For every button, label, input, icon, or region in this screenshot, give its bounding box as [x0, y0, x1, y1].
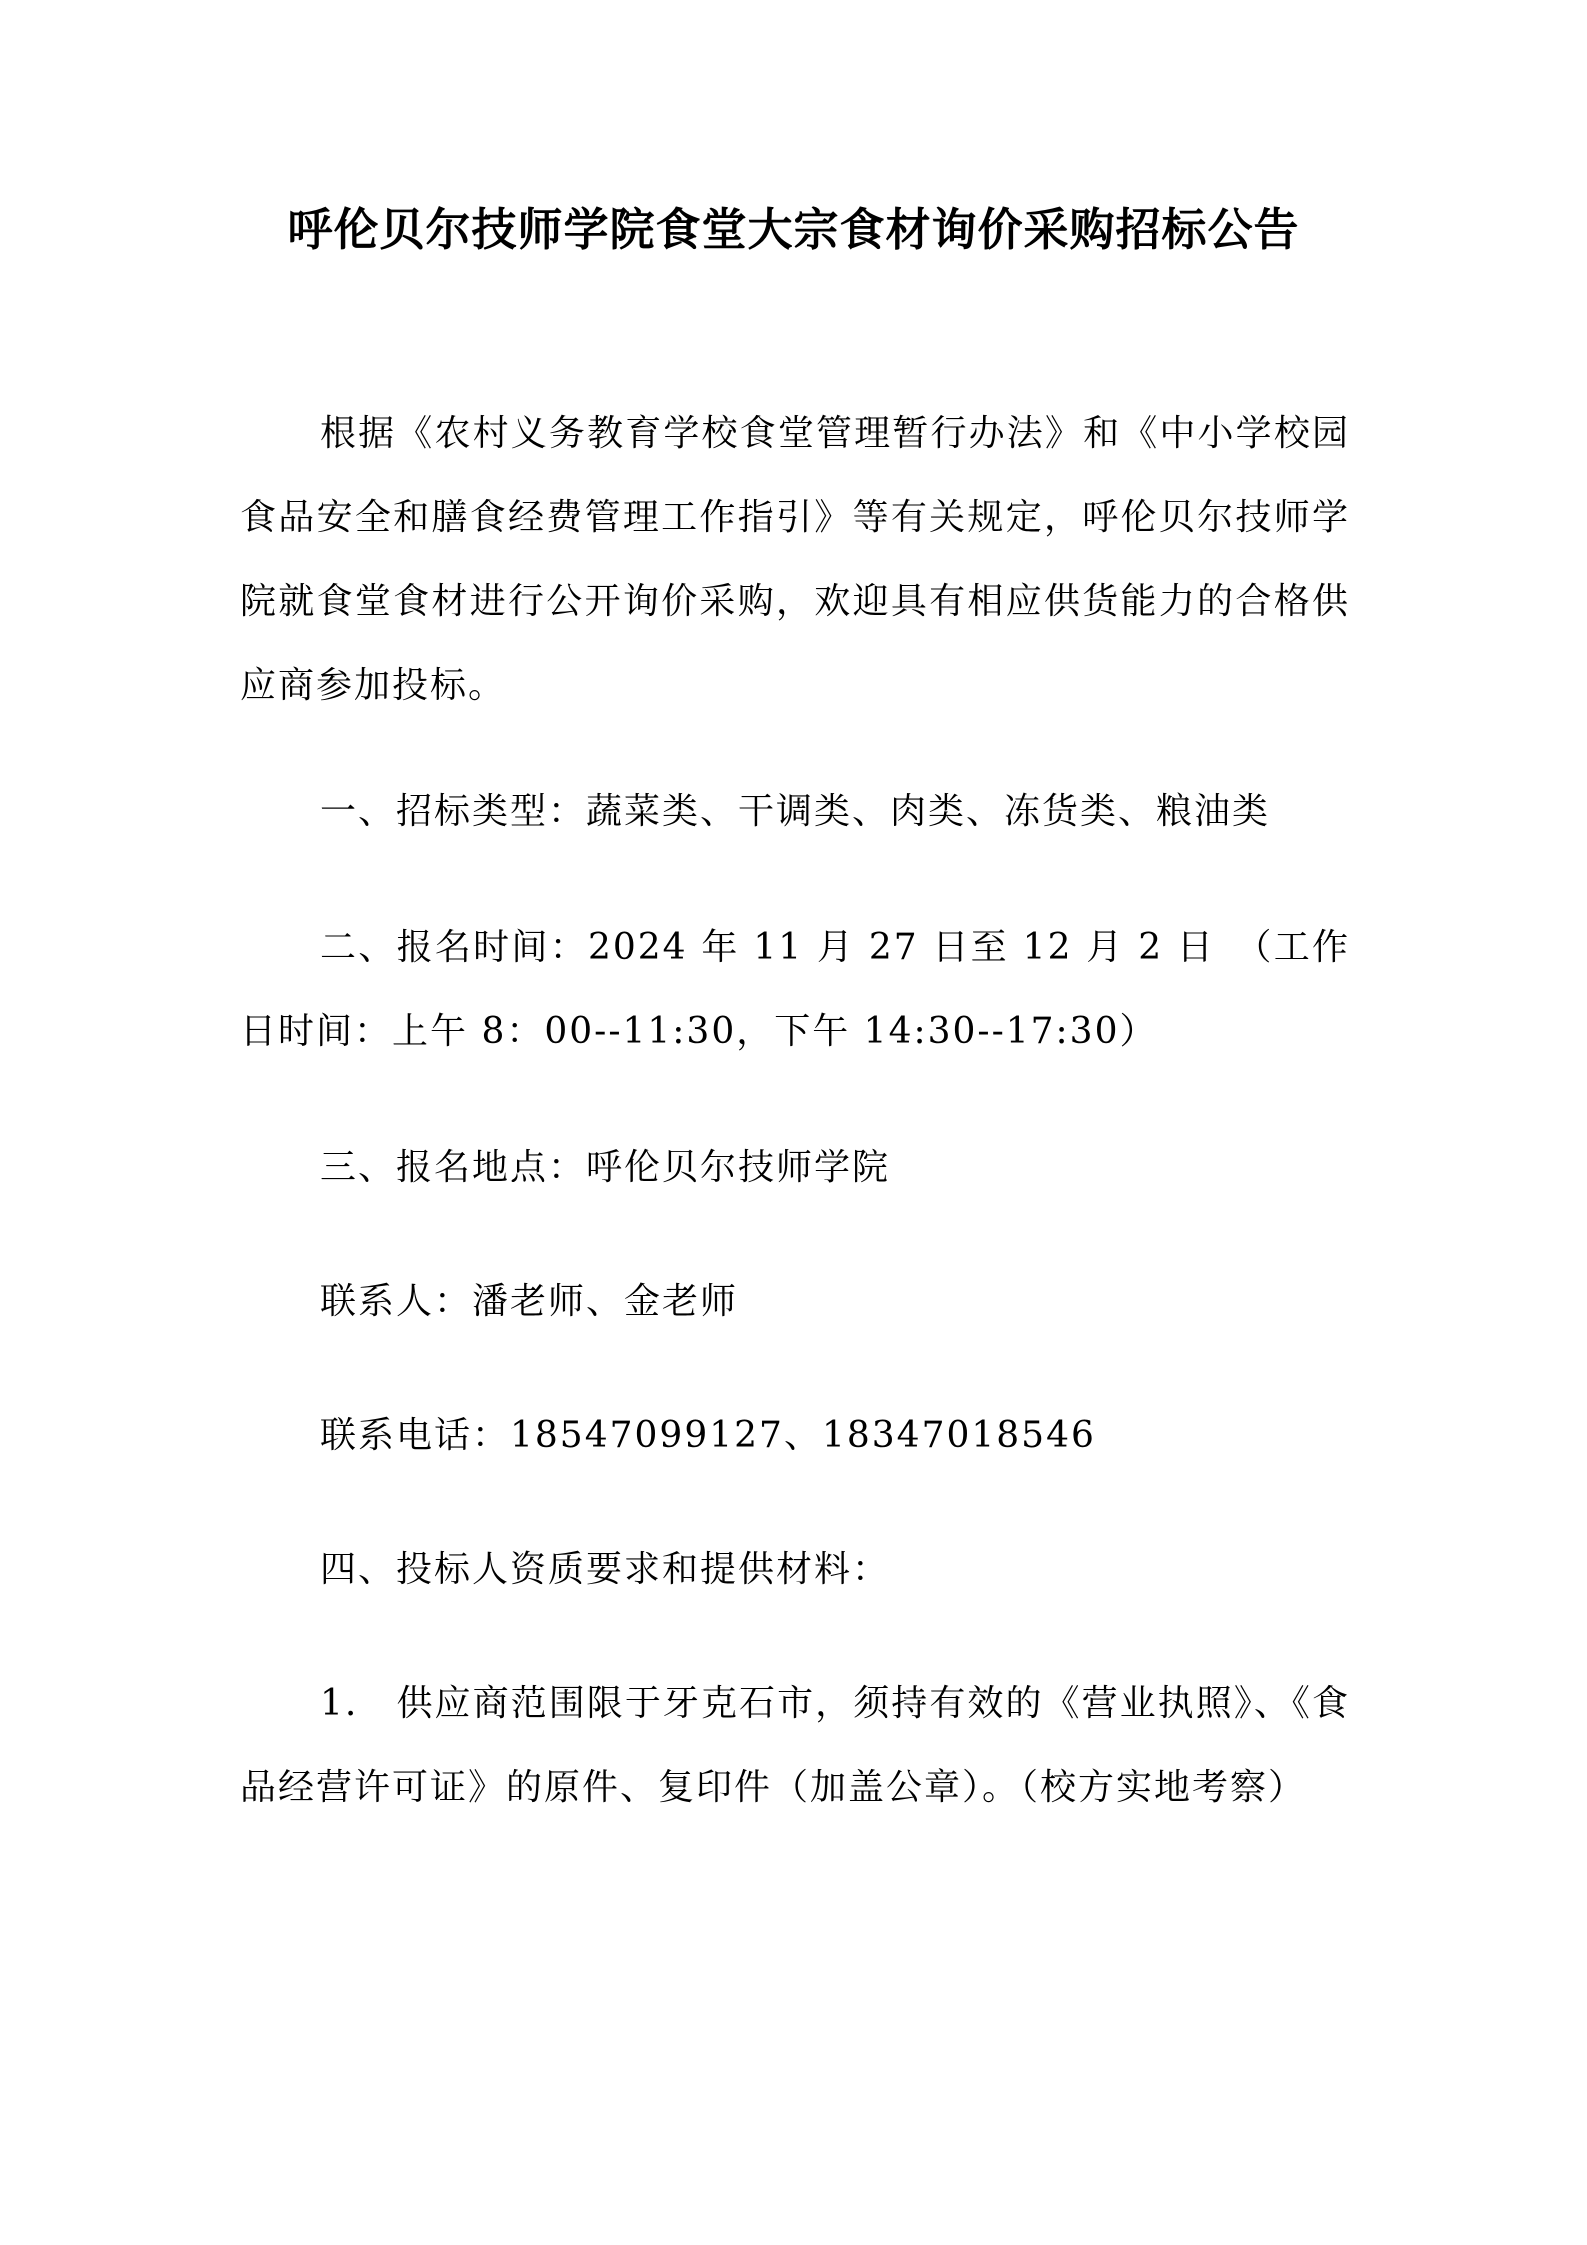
section-bid-types: 一、招标类型：蔬菜类、干调类、肉类、冻货类、粮油类 [320, 791, 1271, 832]
document-title: 呼伦贝尔技师学院食堂大宗食材询价采购招标公告 [287, 203, 1300, 256]
section-qualifications: 四、投标人资质要求和提供材料： [320, 1549, 891, 1590]
contact-person: 联系人：潘老师、金老师 [320, 1281, 739, 1322]
qualification-item-1: 1. 供应商范围限于牙克石市，须持有效的《营业执照》、《食品经营许可证》的原件、复印件（加盖公章）。（校方实地考察） [240, 1683, 1350, 1808]
intro-paragraph: 根据《农村义务教育学校食堂管理暂行办法》和《中小学校园食品安全和膳食经费管理工作指引》等有关规定，呼伦贝尔技师学院就食堂食材进行公开询价采购，欢迎具有相应供货能力的合格供应商参加投标。 [240, 413, 1350, 706]
section-registration-time: 二、报名时间：2024 年 11 月 27 日至 12 月 2 日 （工作日时间：上午 8：00--11:30，下午 14:30--17:30） [240, 927, 1350, 1052]
contact-phone: 联系电话：18547099127、18347018546 [320, 1415, 1096, 1456]
section-registration-place: 三、报名地点：呼伦贝尔技师学院 [320, 1147, 891, 1188]
